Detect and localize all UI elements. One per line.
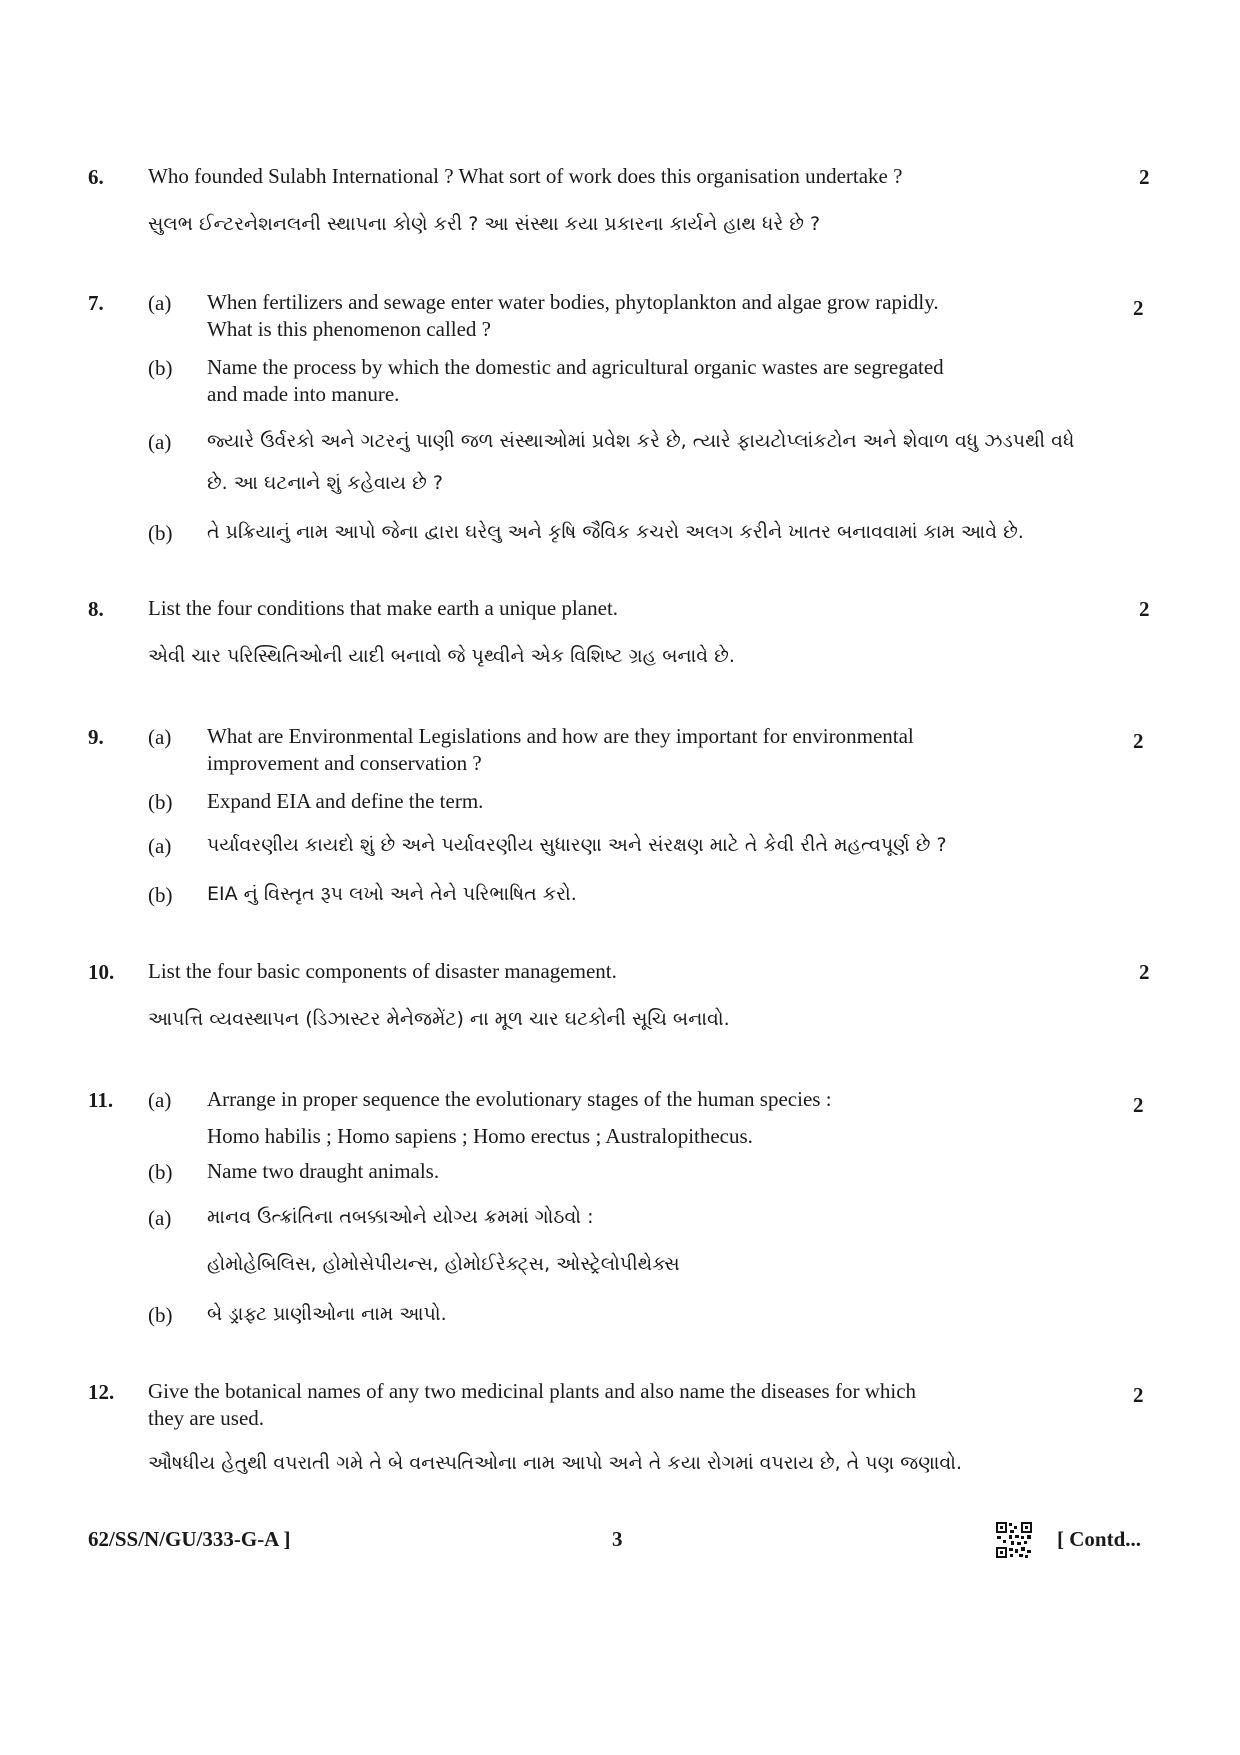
question-number: 12. (88, 1380, 115, 1404)
question-text-gu: ઔષધીય હેતુથી વપરાતી ગમે તે બે વનસ્પતિઓના નામ આપો અને તે કયા રોગમાં વપરાય છે, તે પણ જણાવો. (148, 1452, 963, 1474)
sub-label: (a) (148, 725, 172, 749)
sub-text-en: improvement and conservation ? (207, 751, 482, 775)
sub-text-gu: EIA નું વિસ્તૃત રૂપ લખો અને તેને પરિભાષિત કરો. (207, 883, 577, 905)
sub-text-gu: હોમોહેબિલિસ, હોમોસેપીયન્સ, હોમોઈરેક્ટ્સ, ઓસ્ટ્રેલોપીથેક્સ (207, 1253, 680, 1275)
question-text-gu: આપત્તિ વ્યવસ્થાપન (ડિઝાસ્ટર મેનેજમેંટ) ના મૂળ ચાર ઘટકોની સૂચિ બનાવો. (148, 1008, 730, 1030)
sub-text-en: Arrange in proper sequence the evolutionary stages of the human species : (207, 1087, 832, 1111)
question-text-en: Who founded Sulabh International ? What sort of work does this organisation undertake ? (148, 164, 903, 188)
sub-text-en: What are Environmental Legislations and how are they important for environmental (207, 724, 914, 748)
sub-text-gu: જ્યારે ઉર્વરકો અને ગટરનું પાણી જળ સંસ્થાઓમાં પ્રવેશ કરે છે, ત્યારે ફાયટોપ્લાંકટોન અને શેવાળ વધુ ઝડપથી વધે (207, 430, 1075, 452)
sub-label: (a) (148, 291, 172, 315)
sub-text-en: and made into manure. (207, 382, 400, 406)
sub-text-en: What is this phenomenon called ? (207, 317, 492, 341)
sub-label: (a) (148, 1088, 172, 1112)
question-text-en: List the four basic components of disaster management. (148, 959, 617, 983)
question-text-gu: સુલભ ઈન્ટરનેશનલની સ્થાપના કોણે કરી ? આ સંસ્થા કયા પ્રકારના કાર્યને હાથ ધરે છે ? (148, 213, 821, 235)
sub-label: (b) (148, 883, 173, 907)
question-number: 8. (88, 597, 104, 621)
sub-text-en: Homo habilis ; Homo sapiens ; Homo erectus ; Australopithecus. (207, 1124, 753, 1148)
marks: 2 (1139, 597, 1150, 621)
question-number: 11. (88, 1088, 114, 1112)
sub-label: (a) (148, 1206, 172, 1230)
sub-text-en: When fertilizers and sewage enter water bodies, phytoplankton and algae grow rapidly. (207, 290, 939, 314)
sub-label: (a) (148, 430, 172, 454)
sub-text-gu: છે. આ ઘટનાને શું કહેવાય છે ? (207, 472, 443, 494)
question-text-en: they are used. (148, 1406, 265, 1430)
sub-label: (b) (148, 356, 173, 380)
marks: 2 (1133, 1093, 1144, 1117)
sub-label: (b) (148, 790, 173, 814)
question-number: 7. (88, 291, 104, 315)
question-text-en: Give the botanical names of any two medicinal plants and also name the diseases for which (148, 1379, 917, 1403)
marks: 2 (1133, 296, 1144, 320)
marks: 2 (1139, 960, 1150, 984)
sub-label: (a) (148, 834, 172, 858)
marks: 2 (1139, 165, 1150, 189)
marks: 2 (1133, 729, 1144, 753)
question-number: 6. (88, 165, 104, 189)
sub-text-gu: તે પ્રક્રિયાનું નામ આપો જેના દ્વારા ઘરેલુ અને કૃષિ જૈવિક કચરો અલગ કરીને ખાતર બનાવવામાં કામ આવે છે. (207, 521, 1024, 543)
page-number: 3 (612, 1527, 623, 1551)
sub-text-gu: માનવ ઉત્ક્રાંતિના તબક્કાઓને યોગ્ય ક્રમમાં ગોઠવો : (207, 1206, 594, 1228)
question-text-gu: એવી ચાર પરિસ્થિતિઓની યાદી બનાવો જે પૃથ્વીને એક વિશિષ્ટ ગ્રહ બનાવે છે. (148, 645, 735, 667)
sub-text-gu: બે ડ્રાફ્ટ પ્રાણીઓના નામ આપો. (207, 1303, 447, 1325)
sub-text-en: Name the process by which the domestic and agricultural organic wastes are segregated (207, 355, 944, 379)
sub-text-en: Expand EIA and define the term. (207, 789, 484, 813)
paper-code: 62/SS/N/GU/333-G-A ] (88, 1527, 291, 1551)
qr-code-icon (995, 1521, 1033, 1559)
question-number: 9. (88, 725, 104, 749)
marks: 2 (1133, 1383, 1144, 1407)
sub-label: (b) (148, 1303, 173, 1327)
sub-label: (b) (148, 1160, 173, 1184)
sub-text-en: Name two draught animals. (207, 1159, 440, 1183)
sub-text-gu: પર્યાવરણીય કાયદો શું છે અને પર્યાવરણીય સુધારણા અને સંરક્ષણ માટે તે કેવી રીતે મહત્વપૂર્ણ છે ? (207, 834, 947, 856)
question-text-en: List the four conditions that make earth a unique planet. (148, 596, 619, 620)
question-number: 10. (88, 960, 115, 984)
continued-label: [ Contd... (1057, 1527, 1142, 1551)
sub-label: (b) (148, 521, 173, 545)
